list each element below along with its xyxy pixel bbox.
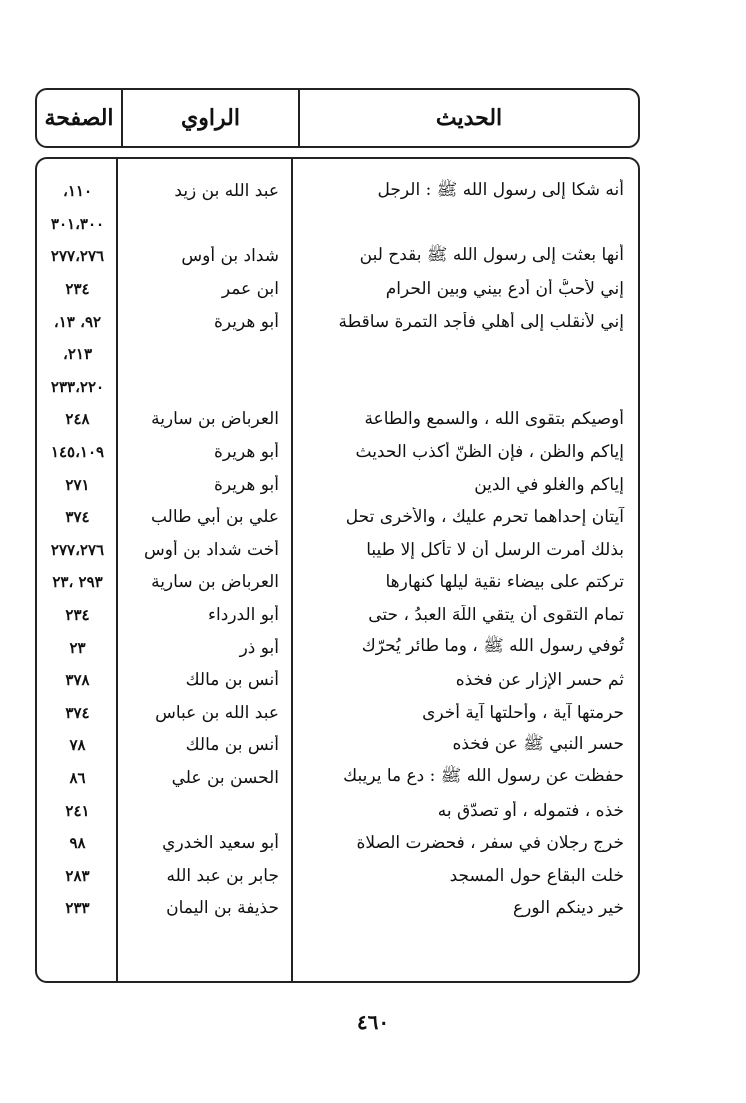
page-cell: ٢٣ bbox=[69, 638, 86, 657]
table-row bbox=[37, 534, 638, 567]
hadith-cell: حسر النبي ﷺ عن فخذه bbox=[452, 733, 624, 754]
page-number: ٤٦٠ bbox=[356, 1010, 390, 1034]
hadith-cell: آيتان إحداهما تحرم عليك ، والأخرى تحل bbox=[345, 507, 624, 528]
table-row bbox=[37, 631, 638, 664]
page-cell: ٩٨ bbox=[69, 834, 86, 853]
table-row bbox=[37, 305, 638, 338]
page-cell: ٢٤٨ bbox=[65, 410, 90, 429]
page-cell: ١٤٥،١٠٩ bbox=[50, 443, 105, 462]
page-cell: ٣٧٤ bbox=[65, 703, 90, 722]
hadith-cell: خلت البقاع حول المسجد bbox=[449, 865, 624, 886]
hadith-cell: خرج رجلان في سفر ، فحضرت الصلاة bbox=[356, 833, 624, 854]
table-row bbox=[37, 468, 638, 501]
page-cell: ٣٧٤ bbox=[65, 508, 90, 527]
table-row bbox=[37, 175, 638, 208]
page-cell: ٢٩٣ ،٢٣ bbox=[52, 573, 103, 592]
hadith-cell: أنها بعثت إلى رسول الله ﷺ بقدح لبن bbox=[359, 244, 624, 265]
page-cell: ٢٧١ bbox=[65, 475, 90, 494]
hadith-cell: تركتم على بيضاء نقية ليلها كنهارها bbox=[385, 572, 624, 593]
hadith-cell: أنه شكا إلى رسول الله ﷺ : الرجل bbox=[377, 179, 624, 200]
table-row bbox=[37, 436, 638, 469]
header-page: الصفحة bbox=[44, 105, 114, 131]
table-row bbox=[37, 762, 638, 795]
table-row bbox=[37, 403, 638, 436]
table-row bbox=[37, 664, 638, 697]
rawi-cell: ابن عمر bbox=[221, 279, 279, 300]
hadith-index-table bbox=[35, 157, 640, 983]
rawi-cell: عبد الله بن عباس bbox=[155, 702, 279, 723]
table-row bbox=[37, 729, 638, 762]
page-cell: ٢٧٧،٢٧٦ bbox=[50, 247, 105, 266]
rawi-cell: العرباض بن سارية bbox=[151, 409, 279, 430]
header-rawi: الراوي bbox=[121, 90, 298, 146]
page-cell: ٨٦ bbox=[69, 768, 86, 787]
table-row bbox=[37, 338, 638, 371]
hadith-cell: إني لأنقلب إلى أهلي فأجد التمرة ساقطة bbox=[338, 311, 624, 332]
hadith-cell: أوصيكم بتقوى الله ، والسمع والطاعة bbox=[364, 409, 624, 430]
page-cell: ٢٣٤ bbox=[65, 606, 90, 625]
table-header bbox=[35, 88, 640, 148]
page-cell: ٢٨٣ bbox=[65, 866, 90, 885]
page-cell: ٢١٣، bbox=[62, 345, 92, 364]
rawi-cell: حذيفة بن اليمان bbox=[166, 898, 279, 919]
table-row bbox=[37, 599, 638, 632]
table-row bbox=[37, 697, 638, 730]
rawi-cell: أبو الدرداء bbox=[208, 605, 279, 626]
page-cell: ٢٤١ bbox=[65, 801, 90, 820]
table-row bbox=[37, 208, 638, 241]
page-cell: ٢٣٣ bbox=[65, 899, 90, 918]
hadith-cell: تمام التقوى أن يتقي اللّهَ العبدُ ، حتى bbox=[368, 605, 624, 626]
page-cell: ٧٨ bbox=[69, 736, 86, 755]
rawi-cell: أبو سعيد الخدري bbox=[162, 833, 279, 854]
page-cell: ٢٣٣،٢٢٠ bbox=[50, 377, 105, 396]
hadith-cell: إياكم والظن ، فإن الظنّ أكذب الحديث bbox=[355, 442, 624, 463]
page-cell: ٢٣٤ bbox=[65, 280, 90, 299]
page-cell: ٢٧٧،٢٧٦ bbox=[50, 540, 105, 559]
hadith-cell: تُوفي رسول الله ﷺ ، وما طائر يُحرّك bbox=[361, 636, 624, 657]
table-row bbox=[37, 566, 638, 599]
table-row bbox=[37, 827, 638, 860]
page-cell: ٣٧٨ bbox=[65, 671, 90, 690]
hadith-cell: حفظت عن رسول الله ﷺ : دع ما يريبك bbox=[343, 766, 624, 787]
hadith-cell: إني لأحبُّ أن أدع بيني وبين الحرام bbox=[385, 279, 624, 300]
rawi-cell: أنس بن مالك bbox=[185, 670, 279, 691]
rawi-cell: العرباض بن سارية bbox=[151, 572, 279, 593]
table-row bbox=[37, 892, 638, 925]
table-row bbox=[37, 859, 638, 892]
rawi-cell: أنس بن مالك bbox=[185, 735, 279, 756]
page-cell: ٣٠١،٣٠٠ bbox=[50, 214, 105, 233]
table-row bbox=[37, 240, 638, 273]
table-row bbox=[37, 501, 638, 534]
table-row bbox=[37, 371, 638, 404]
table-row bbox=[37, 273, 638, 306]
header-hadith: الحديث bbox=[298, 90, 638, 146]
rawi-cell: أبو هريرة bbox=[213, 311, 279, 332]
table-row bbox=[37, 794, 638, 827]
hadith-cell: حرمتها آية ، وأحلتها آية أخرى bbox=[422, 702, 624, 723]
page-cell: ٩٢، ١٣، bbox=[53, 312, 102, 331]
page-cell: ١١٠، bbox=[62, 182, 92, 201]
rawi-cell: أبو هريرة bbox=[213, 474, 279, 495]
table-body bbox=[37, 175, 638, 925]
rawi-cell: أبو ذر bbox=[239, 637, 279, 658]
hadith-cell: خذه ، فتموله ، أو تصدّق به bbox=[437, 800, 624, 821]
rawi-cell: عبد الله بن زيد bbox=[174, 181, 279, 202]
hadith-cell: إياكم والغلو في الدين bbox=[474, 474, 624, 495]
hadith-cell: بذلك أُمرت الرسل أن لا تأكل إلا طيبا bbox=[366, 539, 624, 560]
rawi-cell: علي بن أبي طالب bbox=[150, 507, 279, 528]
rawi-cell: الحسن بن علي bbox=[171, 767, 279, 788]
rawi-cell: أخت شداد بن أوس bbox=[144, 539, 279, 560]
hadith-cell: خير دينكم الورع bbox=[513, 898, 624, 919]
rawi-cell: جابر بن عبد الله bbox=[166, 865, 279, 886]
rawi-cell: شداد بن أوس bbox=[181, 246, 279, 267]
hadith-cell: ثم حسر الإزار عن فخذه bbox=[455, 670, 624, 691]
rawi-cell: أبو هريرة bbox=[213, 442, 279, 463]
